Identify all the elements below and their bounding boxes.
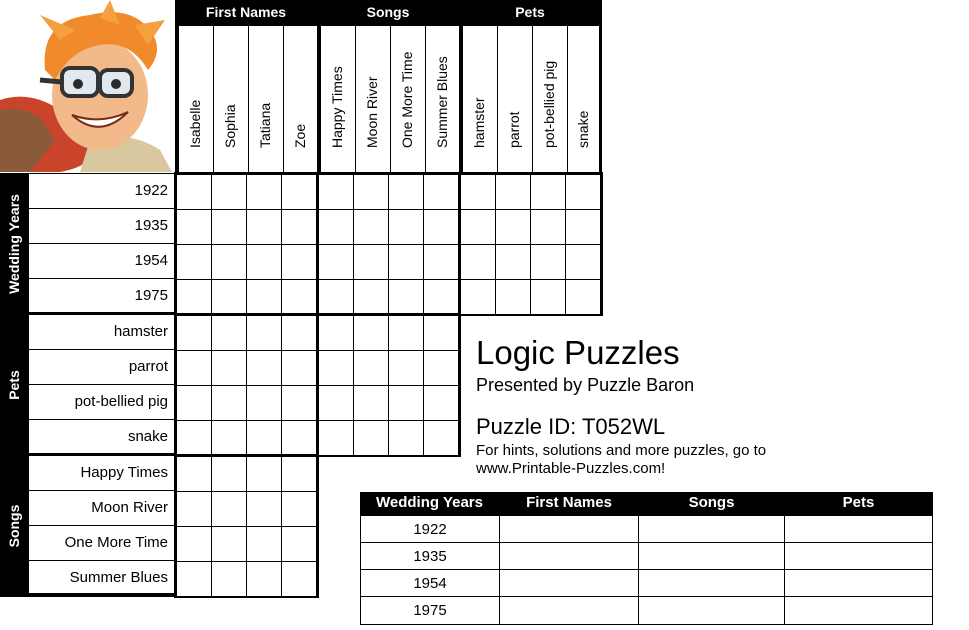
grid-cell[interactable] (388, 385, 424, 421)
column-label: parrot (506, 111, 522, 148)
grid-cell[interactable] (565, 174, 601, 210)
column-header-cell (497, 25, 533, 173)
grid-cell[interactable] (176, 561, 212, 597)
answer-cell[interactable] (784, 596, 933, 625)
column-header-cell (532, 25, 568, 173)
grid-cell[interactable] (318, 174, 354, 210)
grid-cell[interactable] (318, 209, 354, 245)
grid-cell[interactable] (281, 526, 317, 562)
grid-cell[interactable] (281, 561, 317, 597)
grid-cell[interactable] (353, 350, 389, 386)
grid-cell[interactable] (388, 174, 424, 210)
side-category-pets: Pets (6, 369, 22, 400)
row-label: Summer Blues (28, 560, 175, 594)
grid-cell[interactable] (388, 279, 424, 315)
side-category-songs: Songs (6, 504, 22, 548)
answer-cell[interactable] (638, 542, 785, 570)
row-label: parrot (28, 349, 175, 385)
grid-cell[interactable] (281, 420, 317, 456)
grid-cell[interactable] (211, 279, 247, 315)
column-header-cell (425, 25, 461, 173)
grid-cell[interactable] (530, 174, 566, 210)
grid-cell[interactable] (460, 279, 496, 315)
grid-cell[interactable] (211, 209, 247, 245)
column-label: Moon River (364, 76, 380, 148)
grid-cell[interactable] (353, 385, 389, 421)
puzzle-id: Puzzle ID: T052WL (476, 414, 666, 439)
column-header-cell (567, 25, 600, 173)
answer-cell[interactable] (784, 569, 933, 597)
column-header-cell (320, 25, 356, 173)
grid-cell[interactable] (176, 350, 212, 386)
grid-cell[interactable] (246, 279, 282, 315)
grid-cell[interactable] (211, 561, 247, 597)
grid-cell[interactable] (281, 174, 317, 210)
grid-cell[interactable] (495, 279, 531, 315)
grid-cell[interactable] (211, 526, 247, 562)
grid-cell[interactable] (460, 209, 496, 245)
grid-cell[interactable] (353, 174, 389, 210)
grid-cell[interactable] (353, 420, 389, 456)
grid-cell[interactable] (176, 491, 212, 527)
grid-cell[interactable] (565, 279, 601, 315)
answer-header-pets: Pets (842, 494, 875, 511)
grid-cell[interactable] (246, 350, 282, 386)
column-label: Summer Blues (434, 56, 450, 148)
column-label: hamster (471, 97, 487, 148)
row-label: pot-bellied pig (28, 384, 175, 420)
grid-cell[interactable] (176, 279, 212, 315)
column-header-cell (248, 25, 284, 173)
grid-cell[interactable] (460, 244, 496, 280)
answer-cell[interactable] (499, 569, 639, 597)
row-label: Moon River (28, 490, 175, 526)
grid-cell[interactable] (353, 315, 389, 351)
column-header-cell (390, 25, 426, 173)
row-label: Happy Times (28, 455, 175, 491)
grid-cell[interactable] (246, 456, 282, 492)
row-labels (28, 173, 175, 597)
grid-cell[interactable] (176, 385, 212, 421)
row-label: 1975 (28, 278, 175, 314)
grid-cell[interactable] (495, 174, 531, 210)
grid-cell[interactable] (281, 350, 317, 386)
column-headers (175, 25, 602, 173)
row-label: 1922 (28, 173, 175, 209)
grid-cell[interactable] (318, 420, 354, 456)
column-label: Happy Times (329, 66, 345, 148)
grid-cell[interactable] (423, 385, 459, 421)
answer-header-songs: Songs (688, 494, 735, 511)
answer-header-wedding-years: Wedding Years (376, 494, 483, 511)
mascot-illustration (0, 0, 172, 172)
answer-row-year: 1935 (360, 542, 500, 570)
grid-cell[interactable] (495, 244, 531, 280)
grid-cell[interactable] (176, 315, 212, 351)
answer-row-year: 1975 (360, 596, 500, 625)
hint-text: For hints, solutions and more puzzles, go to (476, 442, 767, 459)
grid-cell[interactable] (211, 315, 247, 351)
top-category-first-names: First Names (205, 4, 287, 20)
column-label: Tatiana (257, 102, 273, 148)
answer-cell[interactable] (638, 569, 785, 597)
grid-cell[interactable] (246, 420, 282, 456)
presented-by: Presented by Puzzle Baron (476, 375, 695, 395)
column-label: Zoe (292, 123, 308, 148)
answer-cell[interactable] (784, 515, 933, 543)
grid-cell[interactable] (530, 244, 566, 280)
column-header-cell (355, 25, 391, 173)
grid-cell[interactable] (353, 244, 389, 280)
top-category-songs: Songs (366, 4, 410, 20)
grid-cell[interactable] (211, 385, 247, 421)
column-header-cell (178, 25, 214, 173)
grid-cell[interactable] (211, 350, 247, 386)
grid-cell[interactable] (423, 420, 459, 456)
grid-cell[interactable] (353, 279, 389, 315)
side-category-wedding-years-box (0, 173, 28, 314)
column-label: pot-bellied pig (541, 60, 557, 148)
side-category-wedding-years: Wedding Years (6, 193, 22, 294)
row-label: snake (28, 419, 175, 455)
answer-header-first-names: First Names (526, 494, 612, 511)
grid-cell[interactable] (211, 491, 247, 527)
grid-cell[interactable] (423, 174, 459, 210)
answer-cell[interactable] (499, 515, 639, 543)
column-header-cell (462, 25, 498, 173)
page-title: Logic Puzzles (476, 334, 680, 371)
grid-cell[interactable] (246, 315, 282, 351)
grid-cell[interactable] (318, 385, 354, 421)
grid-cell[interactable] (281, 279, 317, 315)
grid-cell[interactable] (318, 244, 354, 280)
grid-cell[interactable] (176, 526, 212, 562)
grid-cell[interactable] (495, 209, 531, 245)
grid-cell[interactable] (246, 526, 282, 562)
grid-cell[interactable] (423, 315, 459, 351)
grid-cell[interactable] (388, 244, 424, 280)
grid-cell[interactable] (246, 209, 282, 245)
column-header-cell (213, 25, 249, 173)
column-label: Sophia (222, 104, 238, 148)
hint-link[interactable]: www.Printable-Puzzles.com! (476, 460, 666, 477)
answer-row-year: 1922 (360, 515, 500, 543)
grid-cell[interactable] (530, 209, 566, 245)
grid-cell[interactable] (565, 244, 601, 280)
group-separator (317, 25, 320, 173)
grid-cell[interactable] (211, 244, 247, 280)
column-label: snake (574, 110, 591, 148)
grid-cell[interactable] (423, 279, 459, 315)
grid-cell[interactable] (318, 279, 354, 315)
grid-cell[interactable] (353, 209, 389, 245)
grid-cell[interactable] (423, 350, 459, 386)
column-header-cell (283, 25, 319, 173)
grid-cell[interactable] (388, 315, 424, 351)
column-label: Isabelle (187, 99, 203, 148)
grid-cell[interactable] (318, 315, 354, 351)
answer-cell[interactable] (638, 515, 785, 543)
grid-cell[interactable] (423, 209, 459, 245)
grid-cell[interactable] (211, 456, 247, 492)
side-category-pets-box (0, 314, 28, 455)
column-label: One More Time (399, 51, 415, 148)
grid-cell[interactable] (246, 385, 282, 421)
answer-cell[interactable] (499, 542, 639, 570)
grid-cell[interactable] (246, 491, 282, 527)
grid-cell[interactable] (176, 209, 212, 245)
answer-cell[interactable] (784, 542, 933, 570)
grid-cell[interactable] (176, 244, 212, 280)
answer-row-year: 1954 (360, 569, 500, 597)
grid-cell[interactable] (211, 420, 247, 456)
grid-cell[interactable] (388, 209, 424, 245)
top-category-pets: Pets (515, 4, 545, 20)
row-label: One More Time (28, 525, 175, 561)
grid-cell[interactable] (388, 420, 424, 456)
grid-cell[interactable] (211, 174, 247, 210)
row-label: 1954 (28, 243, 175, 279)
grid-cell[interactable] (176, 456, 212, 492)
grid-cell[interactable] (530, 279, 566, 315)
grid-cell[interactable] (246, 174, 282, 210)
row-label: 1935 (28, 208, 175, 244)
grid-cell[interactable] (281, 209, 317, 245)
answer-cell[interactable] (638, 596, 785, 625)
grid-cell[interactable] (281, 385, 317, 421)
side-category-songs-box (0, 455, 28, 597)
grid-cell[interactable] (281, 244, 317, 280)
grid-cell[interactable] (565, 209, 601, 245)
row-label: hamster (28, 314, 175, 350)
grid-cell[interactable] (176, 174, 212, 210)
grid-cell[interactable] (281, 456, 317, 492)
grid-cell[interactable] (388, 350, 424, 386)
grid-cell[interactable] (246, 561, 282, 597)
answer-cell[interactable] (499, 596, 639, 625)
group-separator (459, 25, 462, 173)
grid-cell[interactable] (246, 244, 282, 280)
grid-cell[interactable] (281, 315, 317, 351)
grid-cell[interactable] (318, 350, 354, 386)
grid-cell[interactable] (176, 420, 212, 456)
grid-cell[interactable] (423, 244, 459, 280)
grid-cell[interactable] (460, 174, 496, 210)
grid-cell[interactable] (281, 491, 317, 527)
